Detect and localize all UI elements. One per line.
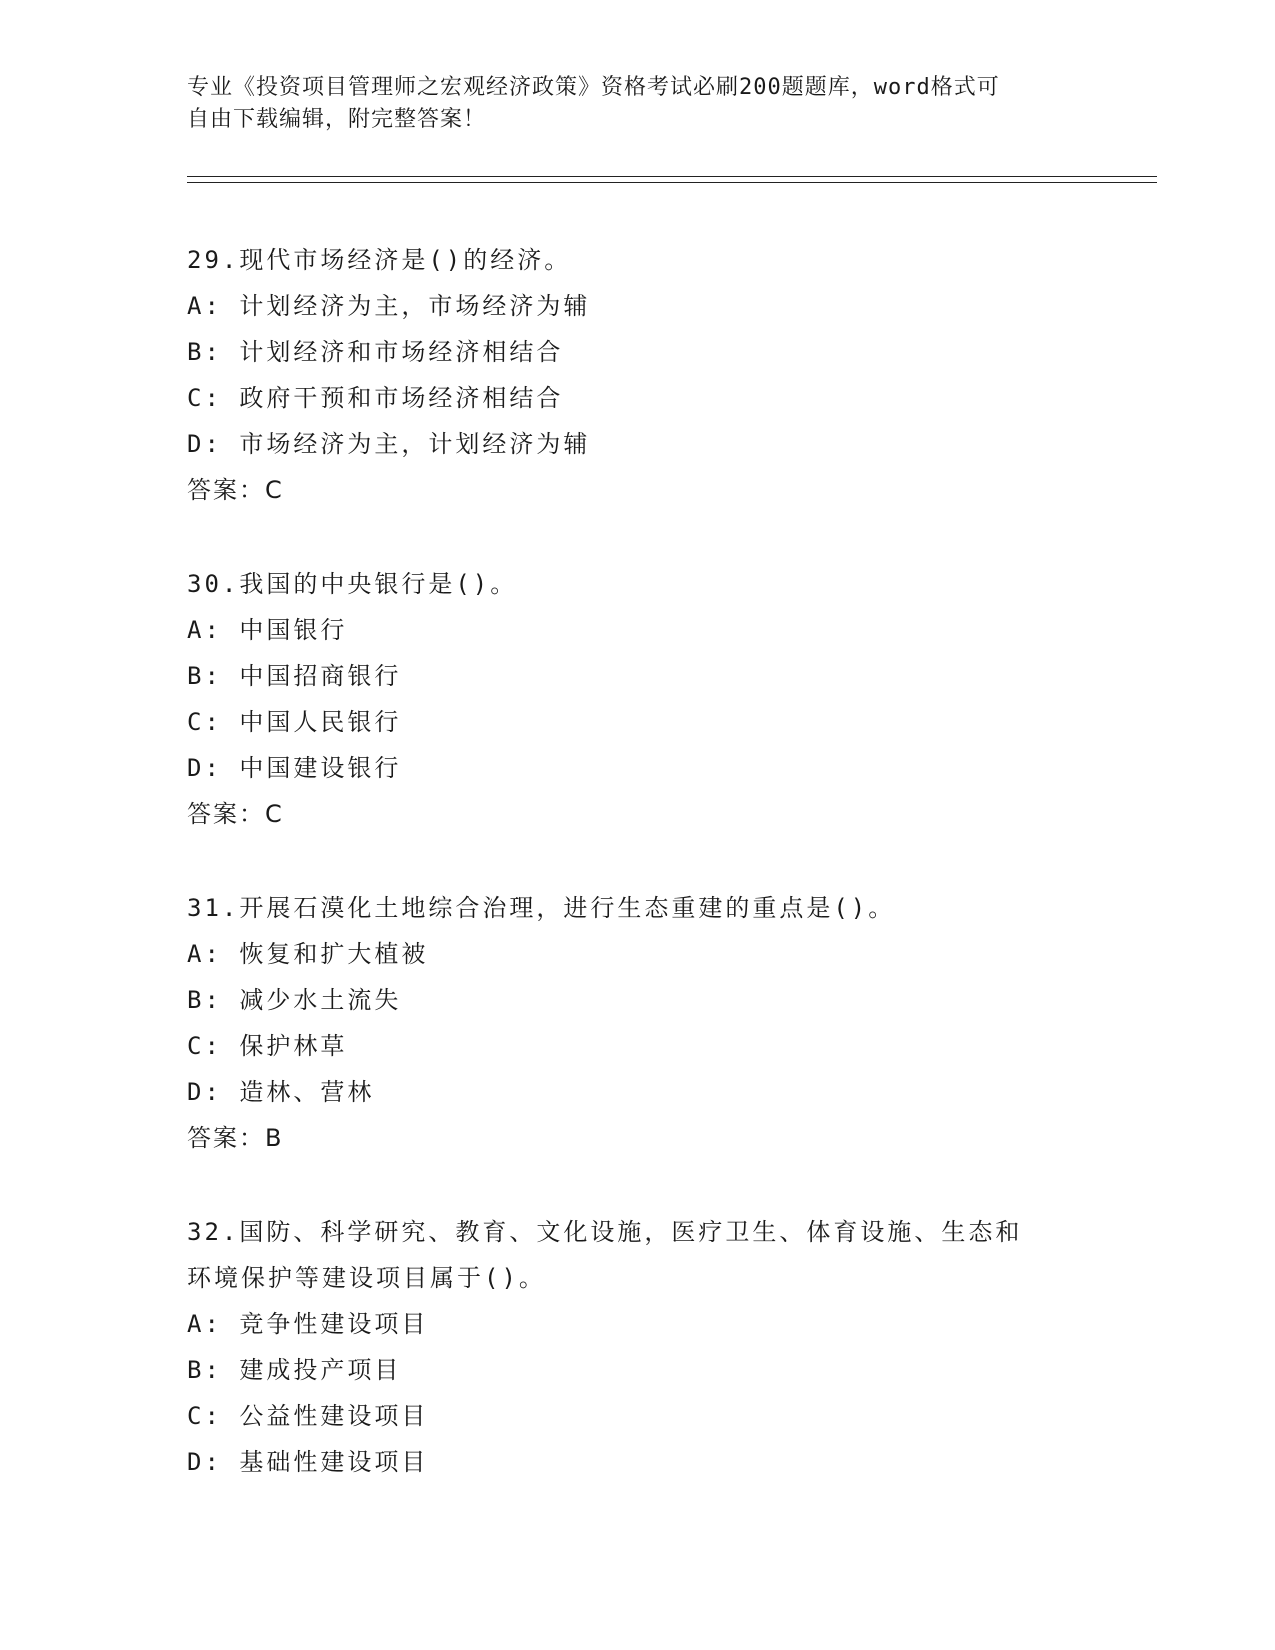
option-d: D: 造林、营林 (187, 1078, 375, 1106)
question-30 (187, 561, 1157, 837)
option-c: C: 中国人民银行 (187, 708, 402, 736)
answer-line: 答案：C (187, 476, 284, 504)
question-stem: 31.开展石漠化土地综合治理，进行生态重建的重点是()。 (187, 894, 896, 922)
header-divider (187, 176, 1157, 183)
option-d: D: 中国建设银行 (187, 754, 402, 782)
option-c: C: 保护林草 (187, 1032, 348, 1060)
document-page (187, 72, 1157, 1533)
option-a: A: 中国银行 (187, 616, 348, 644)
answer-line: 答案：C (187, 800, 284, 828)
header-line-2: 自由下载编辑，附完整答案！ (187, 107, 487, 132)
question-stem: 29.现代市场经济是()的经济。 (187, 246, 572, 274)
question-list (187, 237, 1157, 1485)
option-b: B: 建成投产项目 (187, 1356, 402, 1384)
question-31 (187, 885, 1157, 1161)
question-32 (187, 1209, 1157, 1485)
option-b: B: 中国招商银行 (187, 662, 402, 690)
option-a: A: 计划经济为主，市场经济为辅 (187, 292, 591, 320)
option-a: A: 竞争性建设项目 (187, 1310, 429, 1338)
option-c: C: 政府干预和市场经济相结合 (187, 384, 564, 412)
option-b: B: 计划经济和市场经济相结合 (187, 338, 564, 366)
option-a: A: 恢复和扩大植被 (187, 940, 429, 968)
option-c: C: 公益性建设项目 (187, 1402, 429, 1430)
question-stem: 30.我国的中央银行是()。 (187, 570, 518, 598)
question-29 (187, 237, 1157, 513)
header-line-1: 专业《投资项目管理师之宏观经济政策》资格考试必刷200题题库，word格式可 (187, 75, 1000, 100)
option-b: B: 减少水土流失 (187, 986, 402, 1014)
question-stem-line-1: 32.国防、科学研究、教育、文化设施，医疗卫生、体育设施、生态和 (187, 1218, 1023, 1246)
document-header (187, 72, 1157, 136)
question-stem-line-2: 环境保护等建设项目属于()。 (187, 1264, 546, 1292)
answer-line: 答案：B (187, 1124, 284, 1152)
option-d: D: 基础性建设项目 (187, 1448, 429, 1476)
option-d: D: 市场经济为主，计划经济为辅 (187, 430, 591, 458)
